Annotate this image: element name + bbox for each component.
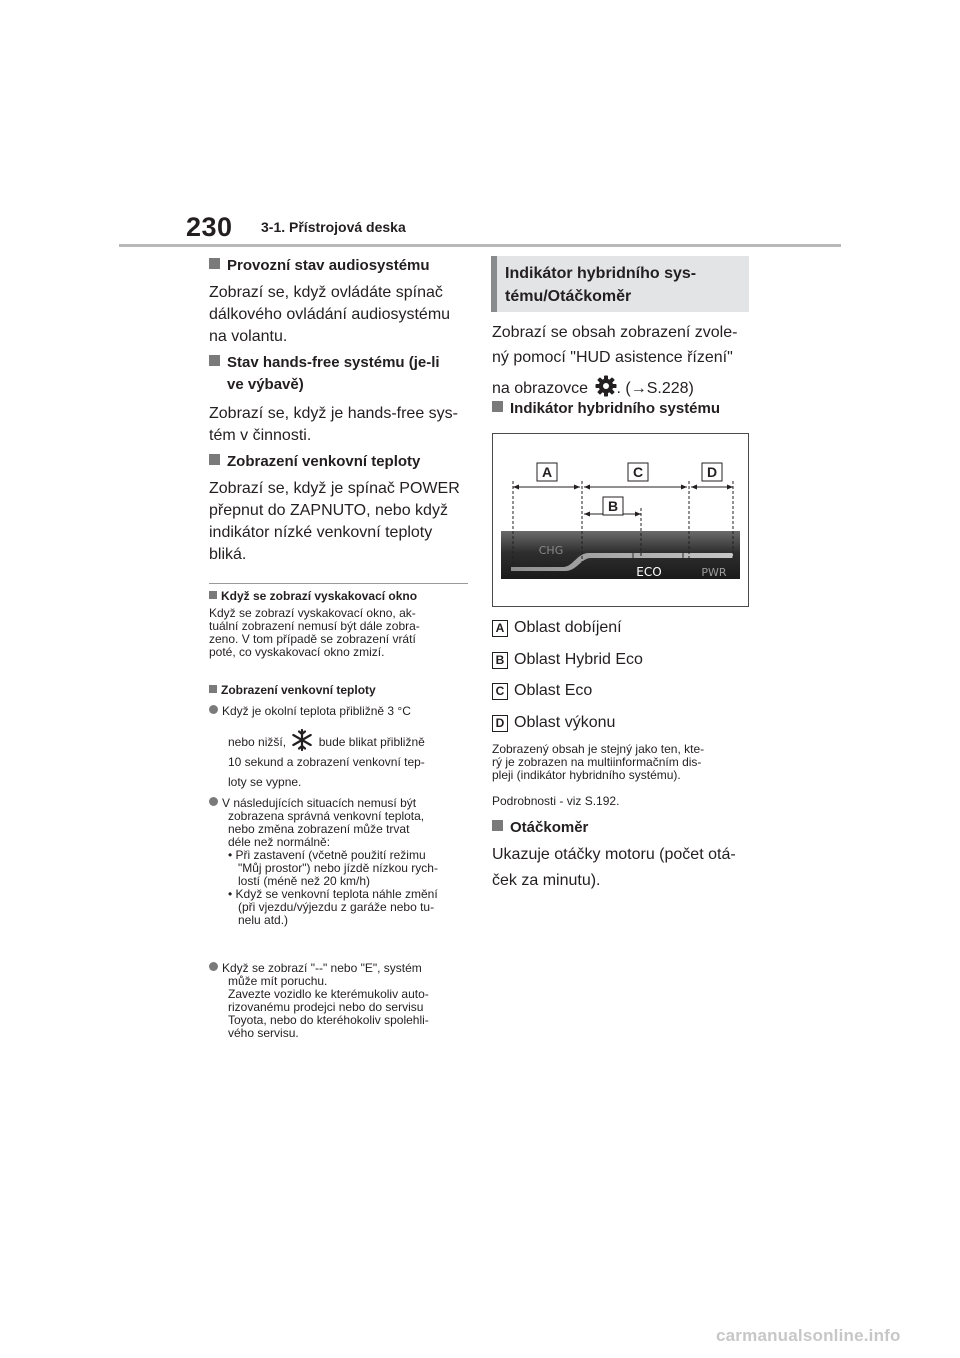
heading-tachometer: Otáčkoměr [492,817,588,839]
heading-audio-status: Provozní stav audiosystému [209,255,430,277]
pwr-label: PWR [701,566,727,579]
notes-divider [209,583,468,584]
bullet-temp-low-rest: 10 sekund a zobrazení venkovní tep- loty se vypne. [228,755,425,789]
paragraph-hud: Zobrazí se obsah zobrazení zvole- ný pomocí "HUD asistence řízení" na obrazovce . (→S.228) [492,322,737,404]
circle-bullet-icon [209,705,218,714]
diagram-label-b: B [607,498,619,514]
section-heading-text: Indikátor hybridního sys- tému/Otáčkoměr [505,265,697,305]
note-popup-title: Když se zobrazí vyskakovací okno [209,588,417,604]
paragraph-tachometer: Ukazuje otáčky motoru (počet otá- ček za minutu). [492,846,736,889]
watermark: carmanualsonline.info [716,1326,901,1345]
legend-item-b: B Oblast Hybrid Eco [492,649,643,671]
section-title: 3-1. Přístrojová deska [261,219,406,235]
square-bullet-icon [209,355,220,366]
paragraph-outside-temp: Zobrazí se, když je spínač POWER přepnut do ZAPNUTO, nebo když indikátor nízké venkovní teploty bliká. [209,480,460,563]
note-same-content: Zobrazený obsah je stejný jako ten, kte- rý je zobrazen na multiinformačním dis- pleji (indikátor hybridního systému). [492,742,705,782]
square-bullet-icon [492,820,503,831]
square-bullet-icon [209,591,217,599]
diagram-label-a: A [541,464,553,480]
heading-hybrid-indicator: Indikátor hybridního systému [492,398,720,420]
square-bullet-icon [209,685,217,693]
square-bullet-icon [209,258,220,269]
diagram-label-c: C [632,464,644,480]
heading-hands-free: Stav hands-free systému (je-li ve výbavě) [209,352,440,396]
note-details: Podrobnosti - viz S.192. [492,794,620,808]
square-bullet-icon [209,454,220,465]
bullet-malfunction: Když se zobrazí "--" nebo "E", systém může mít poruchu. Zavezte vozidlo ke kterémukoliv auto- rizovanému prodejci nebo do servisu Toyota, nebo do kteréhokoliv spolehli- vého servisu. [209,962,429,1040]
header-rule [119,244,841,247]
hybrid-indicator-diagram [492,433,749,607]
eco-label: ECO [636,565,662,579]
paragraph-audio: Zobrazí se, když ovládáte spínač dálkového ovládání audiosystému na volantu. [209,284,451,345]
page-number: 230 [186,212,233,242]
bullet-temp-low: Když je okolní teplota přibližně 3 °C [209,704,411,718]
note-temp-title: Zobrazení venkovní teploty [209,682,376,698]
square-bullet-icon [492,401,503,412]
bullet-inaccurate: V následujících situacích nemusí být zobrazena správná venkovní teplota, nebo změna zobrazení může trvat déle než normálně: • Při zastavení (včetně použití režimu "Můj prostor") nebo jízdě nízkou rych- lostí (méně než 20 km/h) • Když se venkovní teplota náhle změní (při vjezdu/výjezdu z garáže nebo tu- nelu atd.) [209,797,438,927]
paragraph-hands-free: Zobrazí se, když je hands-free sys- tém v činnosti. [209,405,458,444]
legend-item-a: A Oblast dobíjení [492,617,622,639]
circle-bullet-icon [209,962,218,971]
diagram-label-d: D [706,464,718,480]
chg-label: CHG [538,544,564,557]
note-popup-text: Když se zobrazí vyskakovací okno, ak- tuální zobrazení nemusí být dále zobra- zeno. V tom případě se zobrazení vrátí poté, co vyskakovací okno zmizí. [209,606,420,659]
bullet-temp-low-cont: nebo nižší, bude blikat přibližně [228,729,425,757]
heading-outside-temp: Zobrazení venkovní teploty [209,451,420,473]
arrow-icon: → [630,380,647,397]
legend-item-d: D Oblast výkonu [492,712,615,734]
legend-item-c: C Oblast Eco [492,680,592,702]
circle-bullet-icon [209,797,218,806]
